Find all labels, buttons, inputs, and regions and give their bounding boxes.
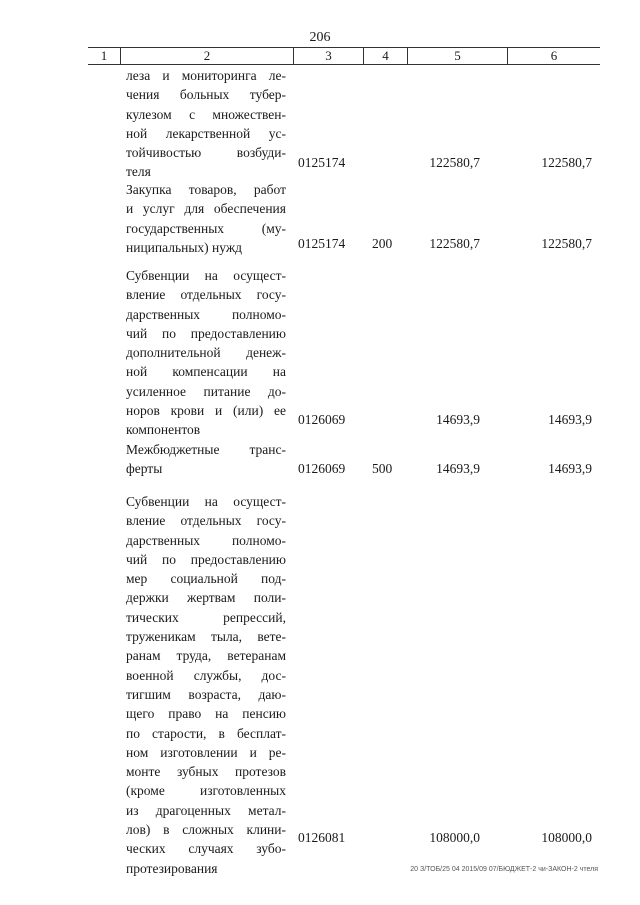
row-code: 0126069: [298, 461, 346, 476]
row-sum-col6: 108000,0: [541, 830, 592, 845]
description-line: норов крови и (или) ее: [126, 403, 286, 419]
description-line: Закупка товаров, работ: [126, 182, 286, 197]
description-line: ческих случаях зубо-: [126, 841, 286, 857]
row-description: [126, 266, 286, 440]
row-sum-col6: 122580,7: [541, 155, 592, 170]
row-code: 0126069: [298, 412, 346, 427]
row-sum-col5: 108000,0: [429, 830, 480, 845]
header-col-4: 4: [364, 48, 408, 64]
description-line: Межбюджетные транс-: [126, 442, 286, 457]
description-line: тических репрессий,: [126, 609, 286, 625]
description-line: протезирования: [126, 860, 218, 876]
row-type: 200: [372, 236, 393, 251]
description-line: ной компенсации на: [126, 364, 286, 380]
header-col-3: 3: [294, 48, 364, 64]
header-col-1: 1: [88, 48, 121, 64]
description-line: тигшим возраста, даю-: [126, 686, 286, 702]
row-description: [126, 492, 286, 878]
row-sum-col6: 14693,9: [548, 461, 592, 476]
description-line: ном изготовлении и ре-: [126, 744, 286, 760]
description-line: и услуг для обеспечения: [126, 201, 286, 217]
description-line: дополнительной денеж-: [126, 345, 286, 361]
header-col-5: 5: [408, 48, 508, 64]
description-line: ниципальных) нужд: [126, 239, 243, 255]
row-type: 500: [372, 461, 393, 476]
description-line: лов) в сложных клини-: [126, 822, 286, 838]
row-sum-col5: 122580,7: [429, 155, 480, 170]
description-line: чий по предоставлению: [126, 551, 286, 567]
description-line: вление отдельных госу-: [126, 513, 286, 529]
row-sum-col5: 14693,9: [436, 461, 480, 476]
row-sum-col6: 14693,9: [548, 412, 592, 427]
description-line: (кроме изготовленных: [126, 783, 286, 799]
description-line: вление отдельных госу-: [126, 287, 286, 303]
description-line: ранам труда, ветеранам: [126, 648, 286, 664]
description-line: теля: [126, 164, 151, 180]
description-line: Субвенции на осущест-: [126, 268, 286, 283]
description-line: монте зубных протезов: [126, 764, 286, 780]
description-line: по старости, в бесплат-: [126, 725, 286, 741]
description-line: военной службы, дос-: [126, 667, 286, 683]
row-sum-col5: 122580,7: [429, 236, 480, 251]
row-code: 0125174: [298, 236, 346, 251]
description-line: из драгоценных метал-: [126, 802, 286, 818]
row-code: 0125174: [298, 155, 346, 170]
description-line: труженикам тыла, вете-: [126, 629, 286, 645]
description-line: мер социальной под-: [126, 571, 286, 587]
description-line: ной лекарственной ус-: [126, 125, 286, 141]
description-line: леза и мониторинга ле-: [126, 68, 286, 83]
description-line: усиленное питание до-: [126, 383, 286, 399]
row-description: [126, 180, 286, 257]
description-line: дарственных полномо-: [126, 532, 286, 548]
row-description: [126, 66, 286, 182]
description-line: щего право на пенсию: [126, 706, 286, 722]
description-line: ферты: [126, 461, 163, 477]
description-line: государственных (му-: [126, 220, 286, 236]
description-line: кулезом с множествен-: [126, 106, 286, 122]
footer-note: 20 З/ТОБ/25 04 2015/09 07/БЮДЖЕТ-2 чи-ЗАКОН-2 чтеля: [410, 866, 598, 873]
description-line: чий по предоставлению: [126, 325, 286, 341]
row-code: 0126081: [298, 830, 346, 845]
header-col-2: 2: [121, 48, 294, 64]
description-line: дарственных полномо-: [126, 306, 286, 322]
table-header: [88, 47, 600, 65]
description-line: чения больных тубер-: [126, 87, 286, 103]
description-line: держки жертвам поли-: [126, 590, 286, 606]
row-description: [126, 440, 286, 479]
row-sum-col5: 14693,9: [436, 412, 480, 427]
page-number: 206: [309, 30, 331, 45]
row-sum-col6: 122580,7: [541, 236, 592, 251]
description-line: компонентов: [126, 422, 201, 438]
description-line: Субвенции на осущест-: [126, 494, 286, 509]
header-col-6: 6: [550, 48, 558, 63]
description-line: тойчивостью возбуди-: [126, 145, 286, 161]
